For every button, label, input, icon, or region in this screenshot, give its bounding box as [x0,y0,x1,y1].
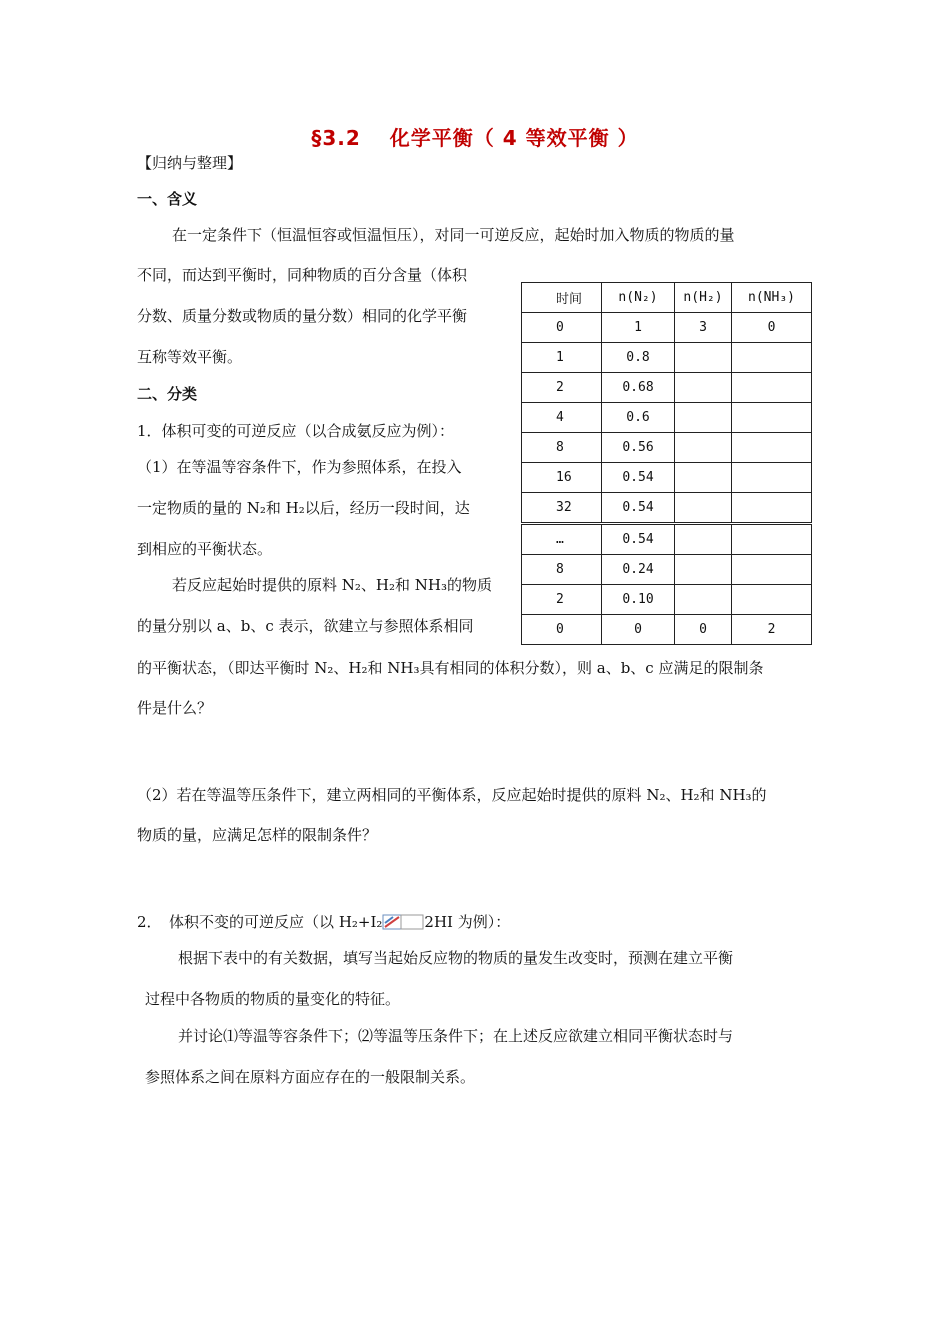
table-cell: 0 [522,615,602,645]
table-header-cell: n(NH₃) [732,283,812,313]
table-row [522,313,812,343]
para3-line-1: 根据下表中的有关数据，填写当起始反应物的物质的量发生改变时，预测在建立平衡 [178,949,734,967]
page-title: §3.2 化学平衡（ 4 等效平衡 ） [311,126,639,150]
table-cell: … [522,524,602,555]
table-row [522,343,812,373]
table-cell [732,555,812,585]
ammonia-data-table [521,282,812,645]
table-cell [675,524,732,555]
table-row [522,555,812,585]
table-cell [675,493,732,524]
table-cell: 1 [602,313,675,343]
para2-line-2: 的量分别以 a、b、c 表示，欲建立与参照体系相同 [137,617,474,635]
question2-line-2: 物质的量，应满足怎样的限制条件？ [137,826,378,844]
table-cell [675,403,732,433]
table-cell: 0.54 [602,524,675,555]
question2-line-1: （2）若在等温等压条件下，建立两相同的平衡体系，反应起始时提供的原料 N₂、H₂和 NH₃的 [137,786,767,804]
table-cell: 8 [522,433,602,463]
para2-line-1: 若反应起始时提供的原料 N₂、H₂和 NH₃的物质 [172,576,492,594]
table-cell: 1 [522,343,602,373]
table-cell: 2 [522,585,602,615]
table-cell: 0.54 [602,493,675,524]
para4-line-1: 并讨论⑴等温等容条件下；⑵等温等压条件下；在上述反应欲建立相同平衡状态时与 [178,1027,734,1045]
para2-line-4: 件是什么？ [137,699,213,717]
table-cell [732,433,812,463]
table-row [522,403,812,433]
table-cell: 0 [732,313,812,343]
table-cell: 4 [522,403,602,433]
para1-line-1: （1）在等温等容条件下，作为参照体系，在投入 [137,458,462,476]
heading-meaning: 一、含义 [137,190,198,208]
table-row [522,524,812,555]
table-header-row [522,283,812,313]
table-cell [675,343,732,373]
table-cell: 3 [675,313,732,343]
item-2-text-pre: 2． 体积不变的可逆反应（以 H₂+I₂ [137,913,383,931]
table-row [522,615,812,645]
table-cell: 0 [675,615,732,645]
table-cell [732,463,812,493]
table-cell: 0.54 [602,463,675,493]
table-row [522,463,812,493]
item-2-text-post: 2HI 为例）： [424,913,511,931]
para1-line-3: 到相应的平衡状态。 [137,540,273,558]
table-cell: 0.8 [602,343,675,373]
para1-line-2: 一定物质的量的 N₂和 H₂以后，经历一段时间，达 [137,499,470,517]
table-cell [675,555,732,585]
meaning-line-4: 互称等效平衡。 [137,348,243,366]
table-cell [732,403,812,433]
meaning-line-1: 在一定条件下（恒温恒容或恒温恒压），对同一可逆反应，起始时加入物质的物质的量 [172,226,735,244]
table-cell [675,433,732,463]
table-cell [732,373,812,403]
table-cell: 2 [522,373,602,403]
table-cell: 8 [522,555,602,585]
para2-line-3: 的平衡状态，（即达平衡时 N₂、H₂和 NH₃具有相同的体积分数），则 a、b、c 应满足的限制条 [137,659,764,677]
table-header-cell: n(H₂) [675,283,732,313]
table-cell: 16 [522,463,602,493]
table-header-cell: 时间 [522,283,602,313]
table-cell [732,585,812,615]
item-1-title: 1．体积可变的可逆反应（以合成氨反应为例）： [137,422,455,440]
table-cell: 32 [522,493,602,524]
table-cell: 0.10 [602,585,675,615]
table-row [522,585,812,615]
item-2-title [137,911,510,932]
table-cell [732,493,812,524]
table-cell: 0.6 [602,403,675,433]
table-cell [675,585,732,615]
table-row [522,433,812,463]
table-cell [675,373,732,403]
table-header-cell: n(N₂) [602,283,675,313]
table-row [522,493,812,524]
heading-classification: 二、分类 [137,385,198,403]
table-cell: 2 [732,615,812,645]
table-body [522,283,812,645]
table-cell: 0.68 [602,373,675,403]
table-cell: 0 [522,313,602,343]
equilibrium-arrow-icon [382,914,424,930]
meaning-line-2: 不同，而达到平衡时，同种物质的百分含量（体积 [137,266,468,284]
section-tag: 【归纳与整理】 [137,154,243,172]
table-cell: 0 [602,615,675,645]
para4-line-2: 参照体系之间在原料方面应存在的一般限制关系。 [145,1068,476,1086]
meaning-line-3: 分数、质量分数或物质的量分数）相同的化学平衡 [137,307,468,325]
table-cell [675,463,732,493]
table-cell: 0.56 [602,433,675,463]
table-row [522,373,812,403]
table-cell [732,524,812,555]
table-cell [732,343,812,373]
table-cell: 0.24 [602,555,675,585]
para3-line-2: 过程中各物质的物质的量变化的特征。 [145,990,401,1008]
